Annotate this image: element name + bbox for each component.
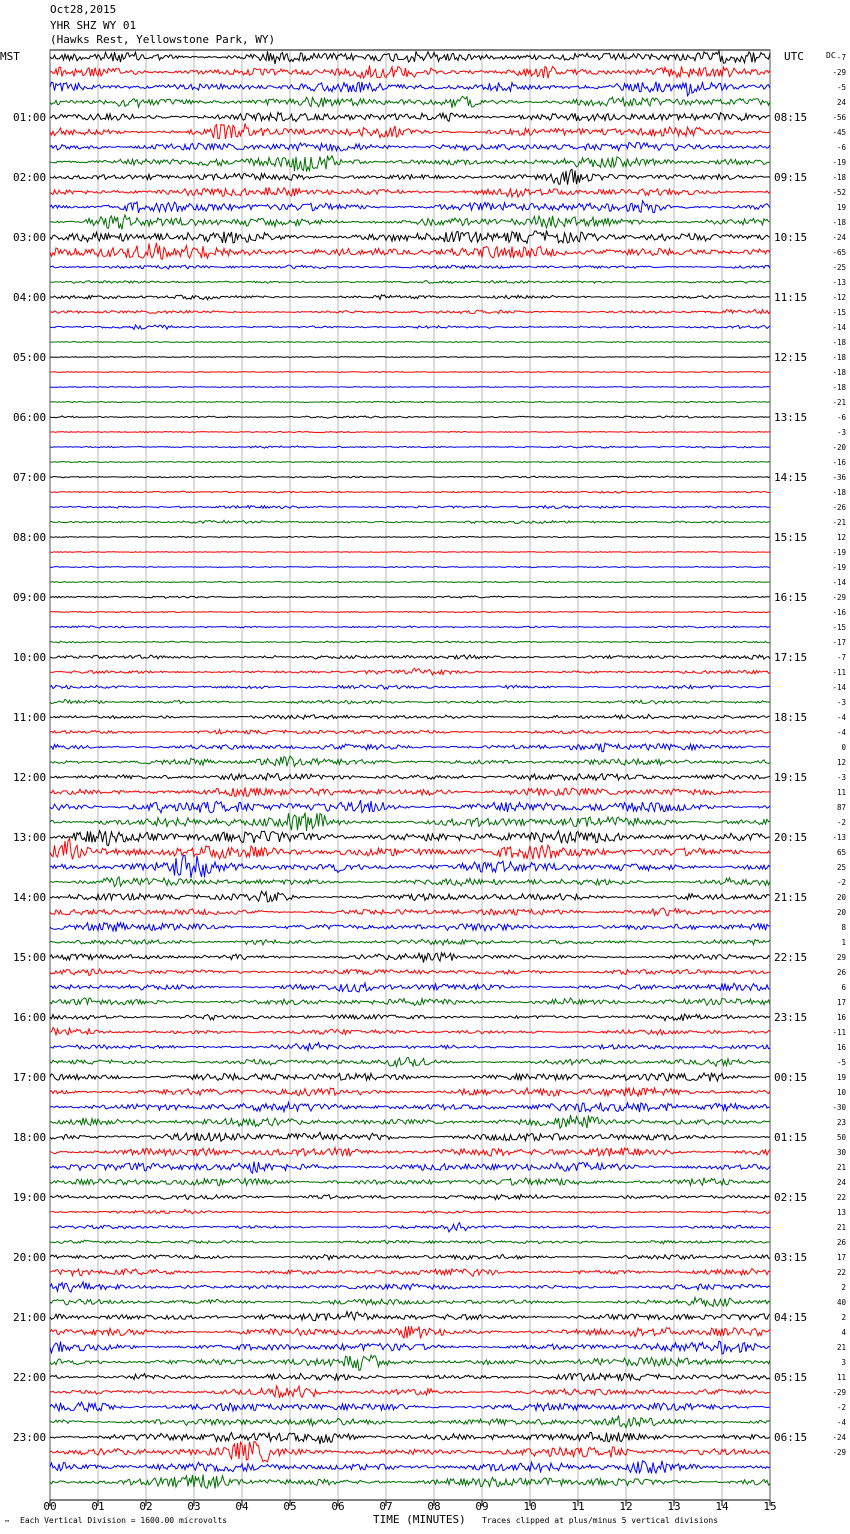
seismic-trace [50, 1058, 770, 1067]
seismic-trace [50, 112, 770, 121]
seismic-trace [50, 1014, 770, 1021]
x-tick-label: 08 [427, 1500, 441, 1513]
dc-offset-value: -52 [832, 188, 846, 197]
dc-offset-value: -11 [832, 1028, 846, 1037]
seismic-trace [50, 416, 770, 418]
dc-offset-value: -2 [836, 818, 846, 827]
utc-time-label: 04:15 [774, 1311, 808, 1324]
dc-offset-value: -7 [836, 653, 846, 662]
dc-offset-value: -14 [832, 683, 846, 692]
utc-time-label: 16:15 [774, 591, 808, 604]
seismic-trace [50, 520, 770, 523]
seismic-trace [50, 281, 770, 284]
seismic-trace [50, 387, 770, 388]
utc-time-label: 11:15 [774, 291, 808, 304]
dc-offset-value: -15 [832, 623, 846, 632]
x-tick-label: 06 [331, 1500, 345, 1513]
dc-offset-value: -3 [836, 698, 846, 707]
seismic-trace [50, 1373, 770, 1381]
dc-offset-value: 40 [836, 1298, 846, 1307]
seismic-trace [50, 1475, 770, 1489]
mst-time-label: 17:00 [13, 1071, 47, 1084]
seismic-trace [50, 1240, 770, 1244]
seismic-trace [50, 357, 770, 358]
dc-offset-value: 22 [836, 1268, 846, 1277]
x-tick-label: 07 [379, 1500, 393, 1513]
dc-offset-value: 16 [836, 1013, 846, 1022]
dc-offset-value: 2 [841, 1313, 846, 1322]
mst-time-label: 18:00 [13, 1131, 47, 1144]
seismic-trace [50, 1282, 770, 1292]
utc-time-label: 08:15 [774, 111, 808, 124]
dc-offset-value: 23 [836, 1118, 846, 1127]
dc-offset-value: 87 [836, 803, 846, 812]
seismic-trace [50, 372, 770, 373]
dc-offset-value: -18 [832, 338, 846, 347]
x-tick-label: 13 [667, 1500, 681, 1513]
seismic-trace [50, 1326, 770, 1338]
dc-offset-value: 50 [836, 1133, 846, 1142]
dc-offset-value: -19 [832, 548, 846, 557]
seismic-trace [50, 788, 770, 797]
dc-offset-value: 20 [836, 893, 846, 902]
dc-offset-value: -16 [832, 458, 846, 467]
mst-time-label: 09:00 [13, 591, 47, 604]
x-tick-label: 10 [523, 1500, 537, 1513]
seismic-trace [50, 1178, 770, 1186]
dc-offset-value: -18 [832, 488, 846, 497]
dc-offset-value: -29 [832, 68, 846, 77]
dc-offset-value: 24 [836, 98, 846, 107]
seismic-trace [50, 998, 770, 1006]
dc-offset-value: -16 [832, 608, 846, 617]
seismic-trace [50, 1132, 770, 1141]
dc-offset-value: -18 [832, 173, 846, 182]
dc-offset-value: -17 [832, 638, 846, 647]
x-tick-label: 00 [43, 1500, 57, 1513]
x-tick-label: 01 [91, 1500, 105, 1513]
utc-time-label: 03:15 [774, 1251, 808, 1264]
dc-offset-value: 10 [836, 1088, 846, 1097]
seismic-trace [50, 908, 770, 916]
mst-time-label: 16:00 [13, 1011, 47, 1024]
dc-offset-value: -36 [832, 473, 846, 482]
seismic-trace [50, 142, 770, 151]
x-tick-label: 02 [139, 1500, 153, 1513]
dc-offset-value: -18 [832, 368, 846, 377]
dc-offset-value: 13 [836, 1208, 846, 1217]
seismic-trace [50, 685, 770, 689]
utc-time-label: 09:15 [774, 171, 808, 184]
left-axis-label: MST [0, 50, 20, 63]
utc-time-label: 10:15 [774, 231, 808, 244]
seismic-trace [50, 1088, 770, 1097]
seismic-trace [50, 230, 770, 243]
dc-offset-value: 21 [836, 1163, 846, 1172]
seismic-trace [50, 743, 770, 752]
dc-offset-value: 19 [836, 1073, 846, 1082]
seismic-trace [50, 401, 770, 402]
mst-time-label: 20:00 [13, 1251, 47, 1264]
dc-offset-value: 17 [836, 998, 846, 1007]
dc-offset-value: 25 [836, 863, 846, 872]
seismic-trace [50, 655, 770, 660]
seismic-trace [50, 201, 770, 213]
seismic-trace [50, 51, 770, 64]
seismic-trace [50, 668, 770, 675]
seismic-trace [50, 96, 770, 108]
dc-offset-value: 22 [836, 1193, 846, 1202]
seismic-trace [50, 756, 770, 767]
mst-time-label: 08:00 [13, 531, 47, 544]
dc-offset-value: -14 [832, 578, 846, 587]
dc-offset-value: -4 [836, 713, 846, 722]
dc-offset-value: -13 [832, 833, 846, 842]
dc-offset-value: -6 [836, 143, 846, 152]
seismic-trace [50, 1298, 770, 1307]
seismic-trace [50, 1148, 770, 1157]
dc-offset-value: 11 [836, 788, 846, 797]
dc-offset-value: 11 [836, 1373, 846, 1382]
utc-time-label: 06:15 [774, 1431, 808, 1444]
dc-offset-value: -4 [836, 728, 846, 737]
seismic-trace [50, 969, 770, 976]
seismic-trace [50, 983, 770, 992]
mst-time-label: 22:00 [13, 1371, 47, 1384]
seismic-trace [50, 877, 770, 887]
seismic-trace [50, 831, 770, 846]
seismic-trace [50, 1073, 770, 1082]
x-tick-label: 03 [187, 1500, 201, 1513]
seismic-trace [50, 641, 770, 643]
mst-time-label: 06:00 [13, 411, 47, 424]
mst-time-label: 02:00 [13, 171, 47, 184]
seismic-trace [50, 953, 770, 963]
dc-offset-value: -29 [832, 1448, 846, 1457]
dc-offset-value: -15 [832, 308, 846, 317]
seismic-trace [50, 461, 770, 462]
utc-time-label: 17:15 [774, 651, 808, 664]
seismic-trace [50, 156, 770, 172]
dc-offset-value: 3 [841, 1358, 846, 1367]
seismic-trace [50, 1386, 770, 1398]
dc-offset-value: -2 [836, 878, 846, 887]
x-tick-label: 09 [475, 1500, 489, 1513]
seismic-trace [50, 1355, 770, 1370]
dc-offset-value: -25 [832, 263, 846, 272]
seismic-trace [50, 699, 770, 704]
dc-offset-value: 30 [836, 1148, 846, 1157]
label-group [13, 53, 846, 1513]
mst-time-label: 11:00 [13, 711, 47, 724]
seismic-trace [50, 536, 770, 537]
dc-offset-value: -30 [832, 1103, 846, 1112]
dc-offset-value: 21 [836, 1223, 846, 1232]
mst-time-label: 07:00 [13, 471, 47, 484]
dc-offset-value: 6 [841, 983, 846, 992]
seismic-trace [50, 891, 770, 902]
dc-offset-value: 65 [836, 848, 846, 857]
seismic-trace [50, 730, 770, 734]
scale-note: Each Vertical Division = 1600.00 microvolts [20, 1516, 228, 1525]
utc-time-label: 13:15 [774, 411, 808, 424]
seismic-trace [50, 1432, 770, 1444]
seismic-trace [50, 506, 770, 509]
seismic-trace [50, 1255, 770, 1260]
mst-time-label: 13:00 [13, 831, 47, 844]
dc-offset-value: 19 [836, 203, 846, 212]
seismic-trace [50, 431, 770, 432]
seismic-trace [50, 1341, 770, 1354]
seismic-trace [50, 1115, 770, 1128]
dc-offset-value: -18 [832, 353, 846, 362]
utc-time-label: 21:15 [774, 891, 808, 904]
seismic-trace [50, 596, 770, 598]
dc-offset-value: -18 [832, 383, 846, 392]
seismic-trace [50, 566, 770, 567]
seismic-trace [50, 265, 770, 269]
mst-time-label: 10:00 [13, 651, 47, 664]
seismic-trace [50, 714, 770, 719]
seismic-trace [50, 581, 770, 582]
seismic-trace [50, 169, 770, 184]
dc-offset-value: -65 [832, 248, 846, 257]
x-tick-label: 12 [619, 1500, 633, 1513]
seismic-trace [50, 1195, 770, 1200]
mst-time-label: 21:00 [13, 1311, 47, 1324]
dc-offset-value: 26 [836, 1238, 846, 1247]
dc-offset-value: 29 [836, 953, 846, 962]
dc-offset-value: -14 [832, 323, 846, 332]
dc-offset-value: -21 [832, 518, 846, 527]
dc-offset-value: -45 [832, 128, 846, 137]
right-axis-label: UTC [784, 50, 804, 63]
seismic-trace [50, 124, 770, 140]
dc-offset-value: -5 [836, 1058, 846, 1067]
dc-offset-value: 20 [836, 908, 846, 917]
dc-offset-value: -13 [832, 278, 846, 287]
seismic-trace [50, 1312, 770, 1321]
utc-time-label: 20:15 [774, 831, 808, 844]
utc-time-label: 22:15 [774, 951, 808, 964]
mst-time-label: 19:00 [13, 1191, 47, 1204]
seismic-trace [50, 187, 770, 197]
dc-offset-value: 0 [841, 743, 846, 752]
seismic-trace [50, 1043, 770, 1051]
mst-time-label: 14:00 [13, 891, 47, 904]
station-location: (Hawks Rest, Yellowstone Park, WY) [50, 33, 276, 46]
corner-mark: ™ [5, 1519, 10, 1527]
utc-time-label: 15:15 [774, 531, 808, 544]
dc-offset-value: 26 [836, 968, 846, 977]
mst-time-label: 23:00 [13, 1431, 47, 1444]
dc-offset-value: -3 [836, 773, 846, 782]
utc-time-label: 23:15 [774, 1011, 808, 1024]
dc-offset-value: 2 [841, 1283, 846, 1292]
seismic-trace [50, 1210, 770, 1214]
mst-time-label: 04:00 [13, 291, 47, 304]
station-id: YHR SHZ WY 01 [50, 19, 137, 32]
seismic-trace [50, 1162, 770, 1174]
utc-time-label: 05:15 [774, 1371, 808, 1384]
utc-time-label: 01:15 [774, 1131, 808, 1144]
dc-offset-value: 17 [836, 1253, 846, 1262]
seismic-trace [50, 82, 770, 96]
x-tick-label: 14 [715, 1500, 729, 1513]
seismic-trace [50, 800, 770, 813]
dc-offset-value: -56 [832, 113, 846, 122]
utc-time-label: 12:15 [774, 351, 808, 364]
mst-time-label: 01:00 [13, 111, 47, 124]
seismic-trace [50, 325, 770, 329]
dc-offset-value: -24 [832, 233, 846, 242]
seismic-trace [50, 1416, 770, 1428]
dc-offset-value: -11 [832, 668, 846, 677]
dc-label: DC [826, 51, 836, 60]
seismic-trace [50, 342, 770, 343]
dc-offset-value: 1 [841, 938, 846, 947]
seismic-trace [50, 1028, 770, 1036]
dc-offset-value: -18 [832, 218, 846, 227]
seismic-trace [50, 446, 770, 448]
seismic-trace [50, 66, 770, 79]
dc-offset-value: 24 [836, 1178, 846, 1187]
mst-time-label: 05:00 [13, 351, 47, 364]
seismic-trace [50, 491, 770, 493]
dc-offset-value: -19 [832, 158, 846, 167]
seismic-trace [50, 838, 770, 859]
x-tick-label: 11 [571, 1500, 585, 1513]
seismic-trace [50, 855, 770, 878]
seismic-trace [50, 552, 770, 553]
seismic-trace [50, 1402, 770, 1411]
utc-time-label: 18:15 [774, 711, 808, 724]
mst-time-label: 03:00 [13, 231, 47, 244]
seismic-trace [50, 626, 770, 628]
dc-offset-value: 21 [836, 1343, 846, 1352]
seismic-trace [50, 1102, 770, 1112]
seismic-trace [50, 215, 770, 230]
seismic-trace [50, 309, 770, 313]
dc-offset-value: -19 [832, 563, 846, 572]
dc-offset-value: -4 [836, 1418, 846, 1427]
dc-offset-value: -2 [836, 1403, 846, 1412]
utc-time-label: 14:15 [774, 471, 808, 484]
utc-time-label: 00:15 [774, 1071, 808, 1084]
seismic-trace [50, 813, 770, 831]
utc-time-label: 02:15 [774, 1191, 808, 1204]
dc-offset-value: -21 [832, 398, 846, 407]
dc-offset-value: 12 [836, 533, 846, 542]
dc-offset-value: -24 [832, 1433, 846, 1442]
mst-time-label: 15:00 [13, 951, 47, 964]
seismic-trace [50, 773, 770, 780]
seismic-trace [50, 295, 770, 300]
dc-offset-value: -3 [836, 428, 846, 437]
seismic-trace [50, 611, 770, 613]
seismic-trace [50, 1223, 770, 1232]
dc-offset-value: -7 [836, 53, 846, 62]
seismic-trace [50, 1461, 770, 1474]
dc-offset-value: -20 [832, 443, 846, 452]
dc-offset-value: -6 [836, 413, 846, 422]
clip-note: Traces clipped at plus/minus 5 vertical divisions [482, 1516, 719, 1525]
seismic-trace [50, 243, 770, 259]
seismic-trace [50, 476, 770, 478]
dc-offset-value: -5 [836, 83, 846, 92]
plot-date: Oct28,2015 [50, 3, 117, 16]
seismic-trace [50, 923, 770, 932]
utc-time-label: 19:15 [774, 771, 808, 784]
x-tick-label: 05 [283, 1500, 297, 1513]
trace-group [50, 51, 770, 1489]
dc-offset-value: -29 [832, 593, 846, 602]
seismic-trace [50, 939, 770, 945]
seismic-trace [50, 1442, 770, 1462]
dc-offset-value: 16 [836, 1043, 846, 1052]
dc-offset-value: 12 [836, 758, 846, 767]
mst-time-label: 12:00 [13, 771, 47, 784]
dc-offset-value: -12 [832, 293, 846, 302]
x-tick-label: 15 [763, 1500, 777, 1513]
x-tick-label: 04 [235, 1500, 249, 1513]
dc-offset-value: -29 [832, 1388, 846, 1397]
seismic-trace [50, 1269, 770, 1277]
dc-offset-value: -26 [832, 503, 846, 512]
dc-offset-value: 8 [841, 923, 846, 932]
dc-offset-value: 4 [841, 1328, 846, 1337]
x-axis-title: TIME (MINUTES) [373, 1513, 466, 1526]
